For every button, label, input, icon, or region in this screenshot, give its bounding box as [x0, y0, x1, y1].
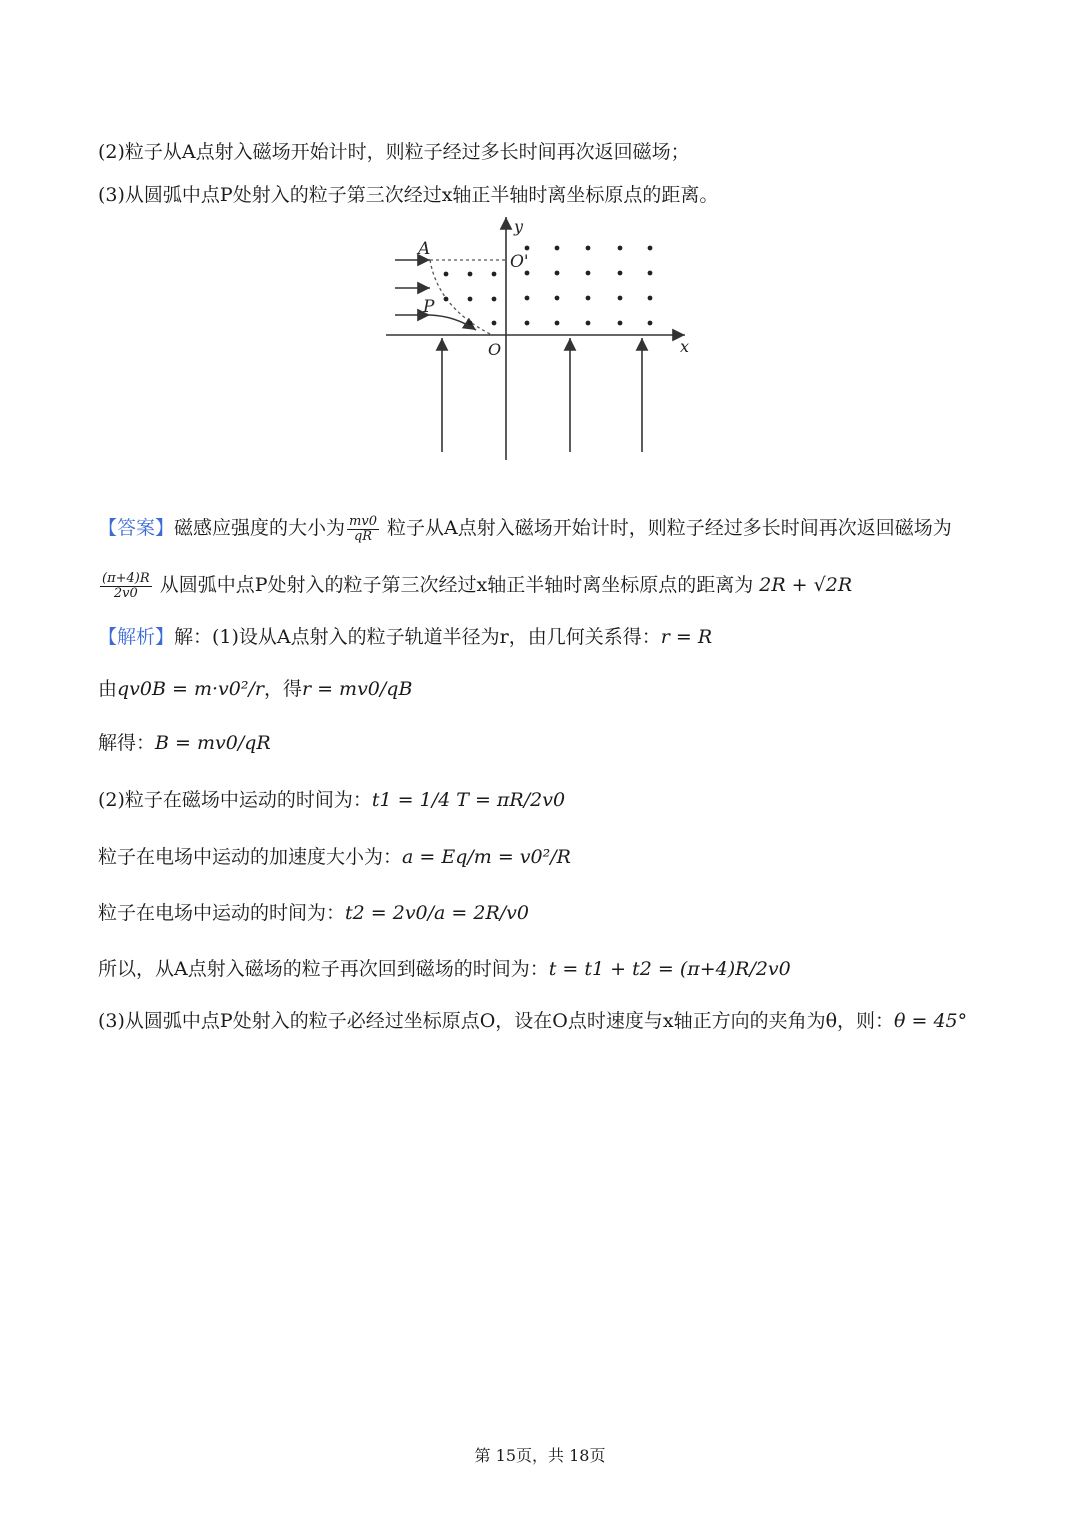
label-A: A — [418, 239, 431, 259]
analysis-l8-text: (3)从圆弧中点P处射入的粒子必经过坐标原点O，设在O点时速度与x轴正方向的夹角为θ，则： — [98, 1010, 895, 1032]
label-O-prime: O' — [510, 252, 529, 272]
answer-part3-formula: 2R + √2R — [759, 574, 853, 597]
analysis-l6-text: 粒子在电场中运动的时间为： — [98, 902, 346, 924]
dashed-arc — [430, 260, 490, 334]
question-3-text: (3)从圆弧中点P处射入的粒子第三次经过x轴正半轴时离坐标原点的距离。 — [98, 184, 719, 206]
analysis-l2-formula-a: qv0B = m·v0²/r — [117, 678, 264, 700]
answer-line-1 — [98, 515, 952, 543]
analysis-line-6 — [98, 904, 529, 923]
analysis-l2-text-b: ，得 — [263, 678, 302, 700]
physics-diagram — [380, 212, 700, 467]
analysis-l1-formula: r = R — [660, 626, 713, 648]
analysis-line-8 — [98, 1012, 967, 1031]
analysis-line-4 — [98, 791, 565, 810]
answer-part3-text: 从圆弧中点P处射入的粒子第三次经过x轴正半轴时离坐标原点的距离为 — [159, 574, 754, 597]
analysis-l2-text-a: 由 — [98, 678, 118, 700]
frac-num: mv0 — [349, 514, 377, 529]
answer-part1-text: 磁感应强度的大小为 — [174, 517, 346, 540]
analysis-line-7 — [98, 960, 791, 979]
question-2-text: (2)粒子从A点射入磁场开始计时，则粒子经过多长时间再次返回磁场； — [98, 141, 690, 163]
frac-den: qR — [353, 528, 373, 544]
analysis-line-2 — [98, 680, 412, 699]
answer-line-2 — [98, 572, 852, 600]
analysis-l4-formula: t1 = 1/4 T = πR/2v0 — [371, 789, 566, 811]
analysis-l1-text: 解：(1)设从A点射入的粒子轨道半径为r，由几何关系得： — [174, 626, 661, 648]
answer-part1-formula — [347, 515, 379, 543]
analysis-l5-formula: a = Eq/m = v0²/R — [402, 846, 571, 868]
label-x: x — [680, 337, 690, 356]
analysis-l7-formula: t = t1 + t2 = (π+4)R/2v0 — [548, 958, 791, 980]
answer-part2-text: 粒子从A点射入磁场开始计时，则粒子经过多长时间再次返回磁场为 — [387, 517, 952, 540]
question-3 — [98, 186, 718, 205]
label-P: P — [423, 297, 435, 317]
analysis-l2-formula-b: r = mv0/qB — [301, 678, 413, 700]
magnetic-field-dots — [444, 246, 653, 326]
answer-tag: 【答案】 — [98, 517, 175, 540]
label-y: y — [514, 217, 524, 236]
label-O: O — [488, 340, 502, 359]
page-footer: 第 15页，共 18页 — [474, 1446, 606, 1465]
question-2 — [98, 143, 690, 162]
answer-part2-formula — [100, 572, 152, 600]
analysis-l6-formula: t2 = 2v0/a = 2R/v0 — [345, 902, 529, 924]
frac-num: (π+4)R — [102, 571, 150, 586]
analysis-tag: 【解析】 — [98, 626, 175, 648]
analysis-l4-text: (2)粒子在磁场中运动的时间为： — [98, 789, 372, 811]
analysis-line-3 — [98, 734, 271, 753]
analysis-l8-formula: θ = 45° — [894, 1010, 968, 1032]
analysis-line-5 — [98, 848, 571, 867]
analysis-line-1 — [98, 628, 712, 647]
analysis-l3-text: 解得： — [98, 732, 156, 754]
frac-den: 2v0 — [113, 585, 138, 601]
analysis-l3-formula: B = mv0/qR — [155, 732, 271, 754]
analysis-l7-text: 所以，从A点射入磁场的粒子再次回到磁场的时间为： — [98, 958, 549, 980]
analysis-l5-text: 粒子在电场中运动的加速度大小为： — [98, 846, 403, 868]
